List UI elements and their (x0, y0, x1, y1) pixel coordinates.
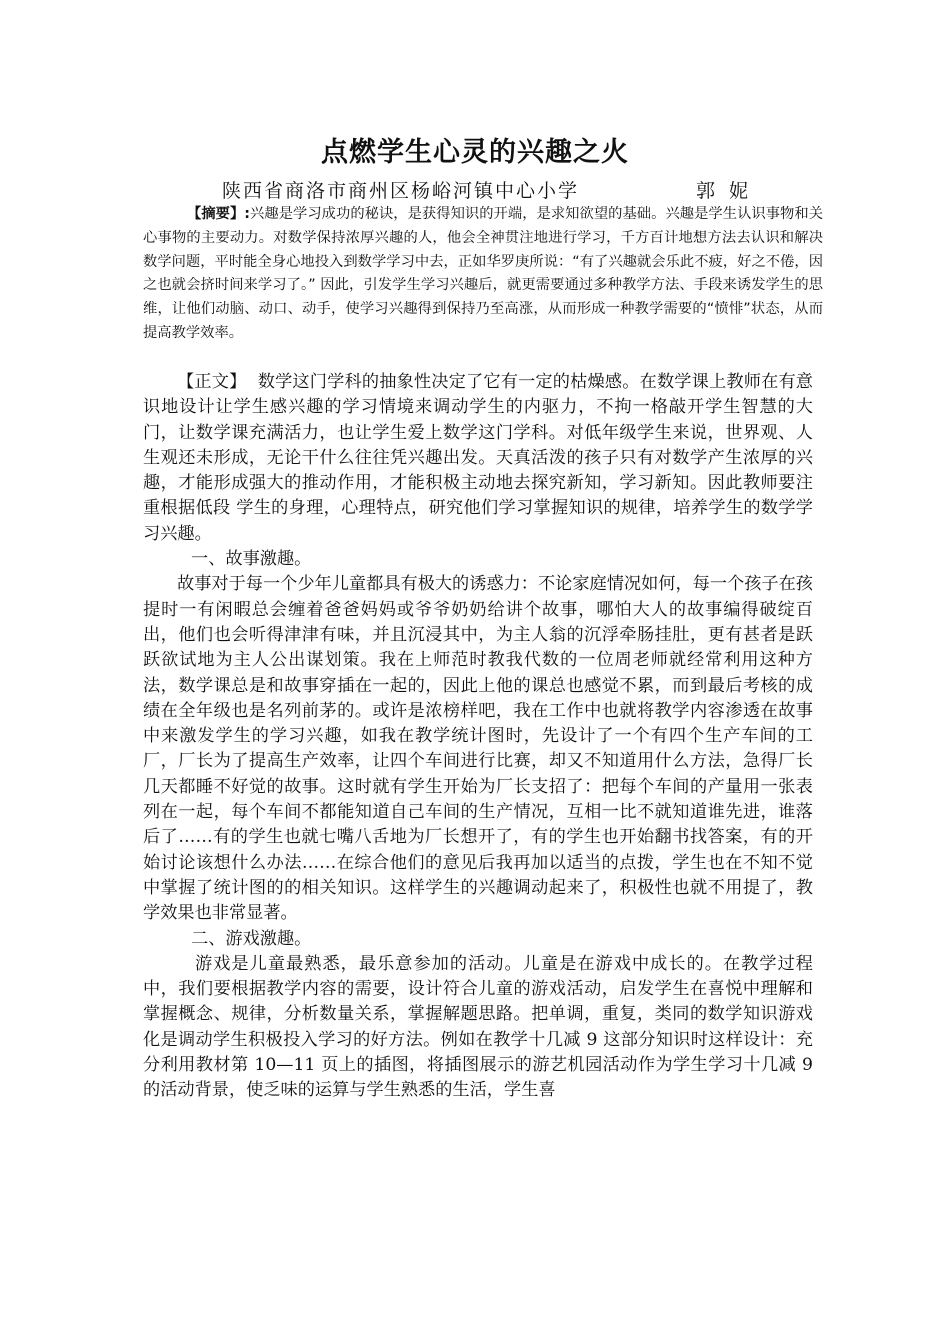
author-name: 郭妮 (696, 180, 763, 202)
section-heading-story: 一、故事激趣。 (191, 549, 312, 570)
abstract (143, 203, 823, 346)
section-paragraph-story: 故事对于每一个少年儿童都具有极大的诱惑力：不论家庭情况如何，每一个孩子在孩提时一有闲暇总会缠着爸爸妈妈或爷爷奶奶给讲个故事，哪怕大人的故事编得破绽百出，他们也会听得津津有味，并且沉浸其中，为主人翁的沉浮牵肠挂肚，更有甚者是跃跃欲试地为主人公出谋划策。我在上师范时教我代数的一位周老师就经常利用这种方法，数学课总是和故事穿插在一起的，因此上他的课总也感觉不累，而到最后考核的成绩在全年级也是名列前茅的。或许是浓榜样吧，我在工作中也就将教学内容渗透在故事中来激发学生的学习兴趣，如我在教学统计图时，先设计了一个有四个生产车间的工厂，厂长为了提高生产效率，让四个车间进行比赛，却又不知道用什么方法，急得厂长几天都睡不好觉的故事。这时就有学生开始为厂长支招了：把每个车间的产量用一张表列在一起，每个车间不都能知道自己车间的生产情况，互相一比不就知道谁先进，谁落后了……有的学生也就七嘴八舌地为厂长想开了，有的学生也开始翻书找答案，有的开始讨论该想什么办法……在综合他们的意见后我再加以适当的点拨，学生也在不知不觉中掌握了统计图的的相关知识。这样学生的兴趣调动起来了，积极性也就不用提了，教学效果也非常显著。 (143, 574, 813, 924)
section-heading-game: 二、游戏激趣。 (191, 928, 312, 949)
byline (222, 176, 822, 202)
intro-paragraph (143, 370, 813, 547)
body-text (143, 370, 813, 1104)
abstract-label: 【摘要】: (187, 206, 251, 222)
school-name: 陕西省商洛市商州区杨峪河镇中心小学 (222, 180, 580, 202)
section-paragraph-game: 游戏是儿童最熟悉，最乐意参加的活动。儿童是在游戏中成长的。在教学过程中，我们要根据教学内容的需要，设计符合儿童的游戏活动，启发学生在喜悦中理解和掌握概念、规律，分析数量关系，掌握解题思路。把单调，重复，类同的数学知识游戏化是调动学生积极投入学习的好方法。例如在教学十几减 9 这部分知识时这样设计：充分利用教材第 10—11 页上的插图，将插图展示的游艺机园活动作为学生学习十几减 9 的活动背景，使乏味的运算与学生熟悉的生活，学生喜 (143, 953, 813, 1101)
intro-text: 数学这门学科的抽象性决定了它有一定的枯燥感。在数学课上教师在有意识地设计让学生感兴趣的学习情境来调动学生的内驱力，不拘一格敲开学生智慧的大门，让数学课充满活力，也让学生爱上数学这门学科。对低年级学生来说，世界观、人生观还未形成，无论干什么往往凭兴趣出发。天真活泼的孩子只有对数学产生浓厚的兴趣，才能形成强大的推动作用，才能积极主动地去探究新知，学习新知。因此教师要注重根据低段 学生的身理，心理特点，研究他们学习掌握知识的规律，培养学生的数学学习兴趣。 (143, 372, 813, 544)
document-title: 点燃学生心灵的兴趣之火 (321, 137, 629, 168)
intro-label: 【正文】 (177, 372, 247, 392)
abstract-text: 兴趣是学习成功的秘诀，是获得知识的开端，是求知欲望的基础。兴趣是学生认识事物和关心事物的主要动力。对数学保持浓厚兴趣的人，他会全神贯注地进行学习，千方百计地想方法去认识和解决数学问题，平时能全身心地投入到数学学习中去，正如华罗庚所说：“有了兴趣就会乐此不疲，好之不倦，因之也就会挤时间来学习了。” 因此，引发学生学习兴趣后，就更需要通过多种教学方法、手段来诱发学生的思维，让他们动脑、动口、动手，使学习兴趣得到保持乃至高涨，从而形成一种教学需要的“愤悱”状态，从而提高教学效率。 (143, 206, 823, 341)
